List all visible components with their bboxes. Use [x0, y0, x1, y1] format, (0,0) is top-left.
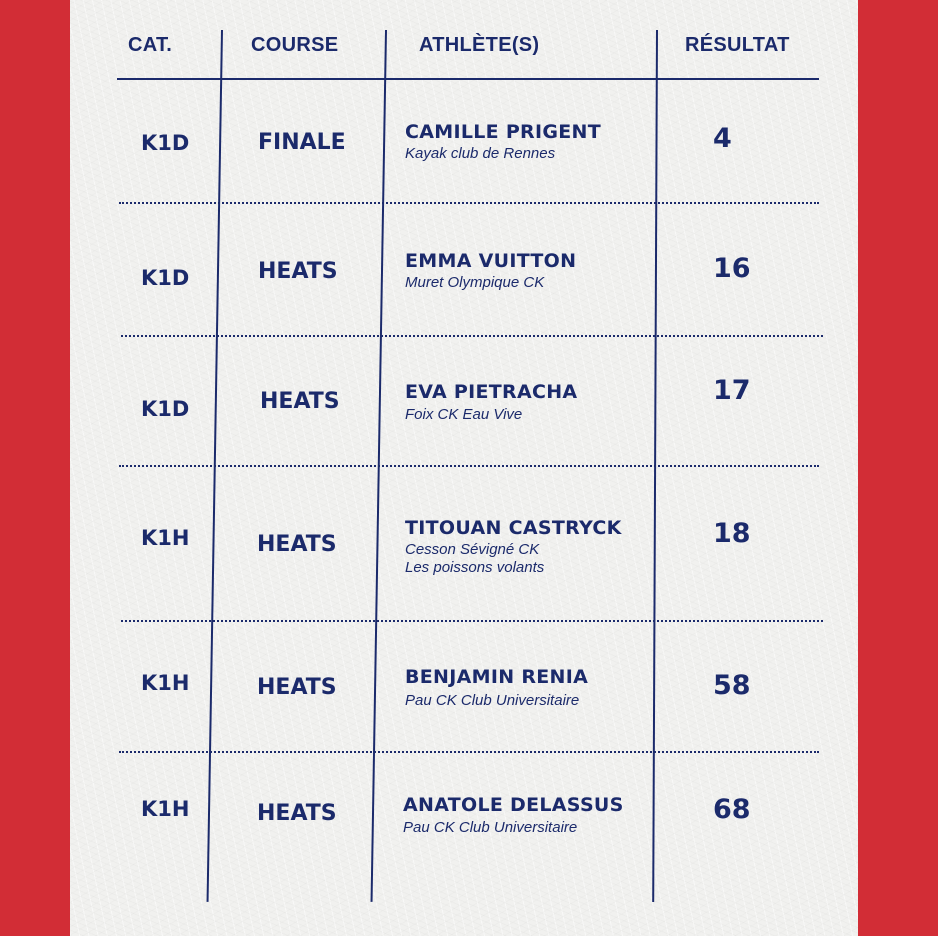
row-5-athlete-name: BENJAMIN RENIA — [405, 666, 589, 688]
row-5-result: 58 — [713, 670, 751, 701]
row-4-course: HEATS — [257, 532, 337, 557]
row-1-athlete-name: CAMILLE PRIGENT — [405, 121, 601, 143]
row-separator-3 — [119, 465, 819, 467]
row-3-athlete-club: Foix CK Eau Vive — [405, 406, 523, 423]
row-5-cat: K1H — [141, 671, 190, 695]
row-3-result: 17 — [713, 375, 751, 406]
row-4-athlete-club-line-2: Les poissons volants — [405, 559, 545, 576]
header-course: COURSE — [251, 34, 339, 56]
row-separator-1 — [119, 202, 819, 204]
row-5-athlete-club: Pau CK Club Universitaire — [405, 692, 580, 709]
row-4-athlete-club-line-1: Cesson Sévigné CK — [405, 541, 540, 558]
row-6-course: HEATS — [257, 801, 337, 826]
header-underline — [117, 78, 819, 80]
row-1-cat: K1D — [141, 131, 190, 155]
row-separator-2 — [121, 335, 823, 337]
row-3-athlete-name: EVA PIETRACHA — [405, 381, 578, 403]
header-result: RÉSULTAT — [685, 34, 790, 56]
row-1-athlete-club: Kayak club de Rennes — [405, 145, 556, 162]
row-6-cat: K1H — [141, 797, 190, 821]
row-6-athlete-name: ANATOLE DELASSUS — [403, 794, 624, 816]
row-3-cat: K1D — [141, 397, 190, 421]
row-2-result: 16 — [713, 253, 751, 284]
row-1-result: 4 — [713, 123, 732, 154]
row-2-athlete-club: Muret Olympique CK — [405, 274, 545, 291]
row-4-athlete-name: TITOUAN CASTRYCK — [405, 517, 622, 539]
row-separator-5 — [119, 751, 819, 753]
row-2-cat: K1D — [141, 266, 190, 290]
row-4-cat: K1H — [141, 526, 190, 550]
row-separator-4 — [121, 620, 823, 622]
row-6-athlete-club: Pau CK Club Universitaire — [403, 819, 578, 836]
row-2-course: HEATS — [258, 259, 338, 284]
row-2-athlete-name: EMMA VUITTON — [405, 250, 577, 272]
row-6-result: 68 — [713, 794, 751, 825]
header-cat: CAT. — [128, 34, 173, 56]
row-1-course: FINALE — [258, 130, 346, 155]
row-4-result: 18 — [713, 518, 751, 549]
header-athletes: ATHLÈTE(S) — [419, 34, 540, 56]
row-3-course: HEATS — [260, 389, 340, 414]
row-5-course: HEATS — [257, 675, 337, 700]
